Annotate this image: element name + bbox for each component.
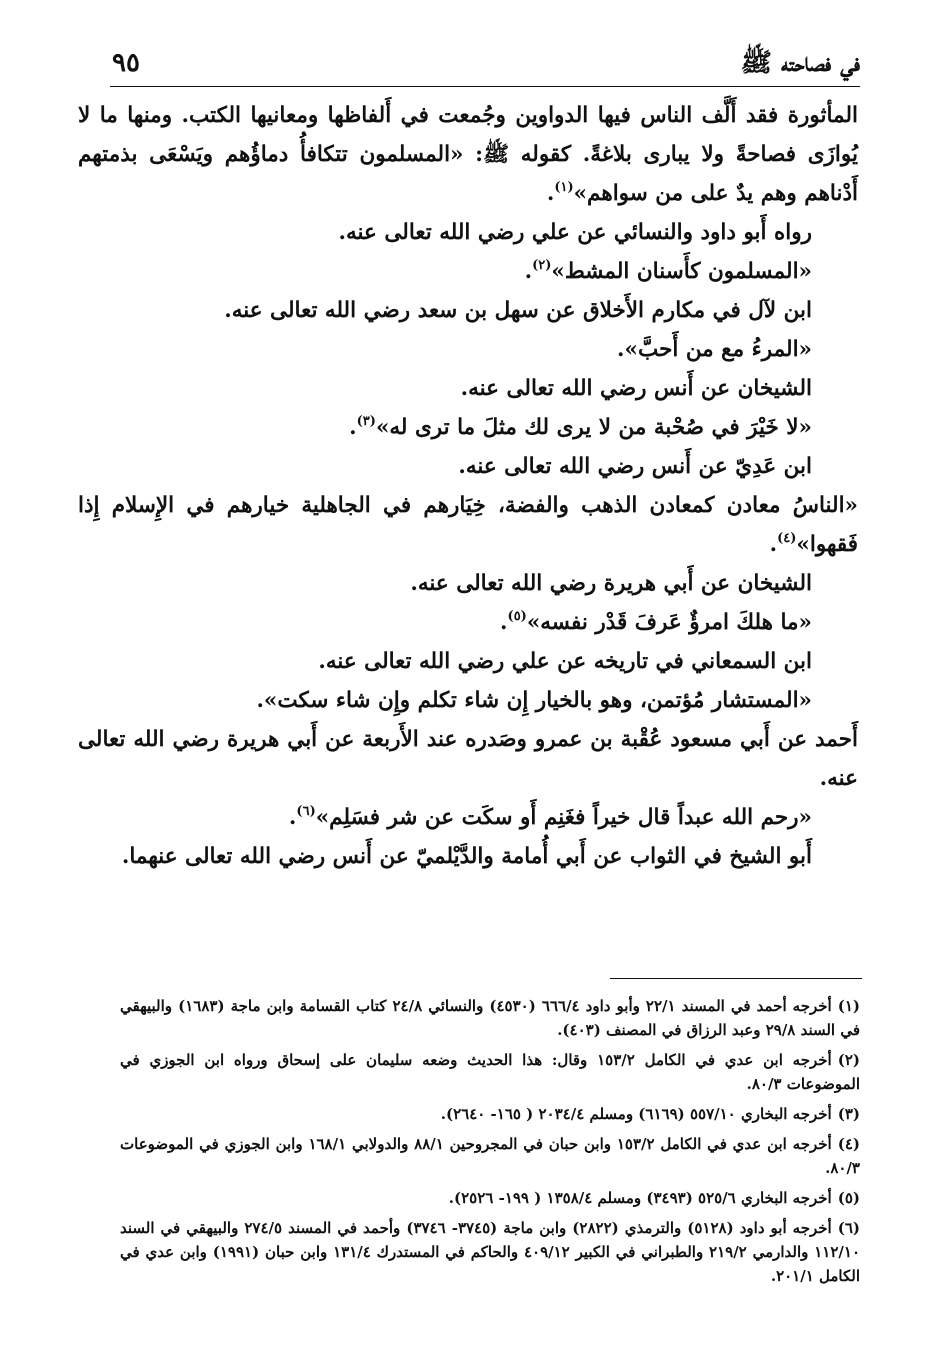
footnote-reference: (٤) — [777, 531, 797, 546]
footnote — [120, 1186, 860, 1210]
body-paragraph — [78, 603, 858, 642]
footnote-divider — [610, 978, 862, 979]
footnote-reference: (١) — [554, 180, 574, 195]
paragraph-end-punctuation: . — [288, 805, 297, 830]
footnote-number: (١) — [837, 997, 860, 1015]
footnote-reference: (٣) — [356, 414, 376, 429]
paragraph-text: ابن السمعاني في تاريخه عن علي رضي الله تعالى عنه. — [318, 649, 812, 674]
paragraph-text: «المستشار مُؤتمن، وهو بالخيار إِن شاء تكلم وإِن شاء سكت». — [256, 688, 812, 713]
footnote-number: (٣) — [837, 1105, 860, 1123]
footnote-text: أخرجه أبو داود (٥١٢٨) والترمذي (٢٨٢٢) وابن ماجة (٣٧٤٥- ٣٧٤٦) وأحمد في المسند ٢٧٤/٥ والبيهقي في السند ١١٢/١٠ والدارمي ٢١٩/٢ والطبراني في الكبير ٤٠٩/١٢ والحاكم في المستدرك ١٣١/٤ وابن حبان (١٩٩١) وابن عدي في الكامل ٢٠١/١. — [120, 1219, 860, 1285]
paragraph-text: «المسلمون كأَسنان المشط» — [551, 259, 812, 284]
body-text — [78, 96, 858, 876]
footnote — [120, 1216, 860, 1288]
paragraph-end-punctuation: . — [500, 610, 508, 635]
paragraph-text: «رحم الله عبداً قال خيراً فغَنِم أَو سكَت عن شر فسَلِم» — [315, 805, 812, 830]
body-paragraph — [78, 447, 858, 486]
paragraph-text: أَبو الشيخ في الثواب عن أَبي أُمامة والدَّيْلميّ عن أَنس رضي الله تعالى عنهما. — [121, 844, 812, 869]
paragraph-text: «المرءُ مع من أَحبَّ». — [617, 337, 812, 362]
body-paragraph — [78, 720, 858, 798]
paragraph-text: ابن لآل في مكارم الأَخلاق عن سهل بن سعد رضي الله تعالى عنه. — [224, 298, 812, 323]
body-paragraph — [78, 681, 858, 720]
page-header — [110, 44, 860, 87]
footnote-reference: (٦) — [296, 804, 316, 819]
body-paragraph — [78, 330, 858, 369]
footnote-text: أخرجه أحمد في المسند ٢٢/١ وأبو داود ٦٦٦/٤ (٤٥٣٠) والنسائي ٢٤/٨ كتاب القسامة وابن ماجة (١٦٨٣) والبيهقي في السند ٢٩/٨ وعبد الرزاق في المصنف (٤٠٣). — [120, 997, 860, 1039]
body-paragraph — [78, 369, 858, 408]
body-paragraph — [78, 291, 858, 330]
footnote — [120, 1102, 860, 1126]
footnote — [120, 1048, 860, 1096]
body-paragraph — [78, 564, 858, 603]
body-paragraph — [78, 408, 858, 447]
footnote — [120, 1132, 860, 1180]
paragraph-text: ابن عَدِيّ عن أَنس رضي الله تعالى عنه. — [458, 454, 812, 479]
paragraph-end-punctuation: . — [546, 181, 555, 206]
paragraph-text: المأثورة فقد أَلَّف الناس فيها الدواوين وجُمعت في أَلفاظها ومعانيها الكتب. ومنها ما لا يُوازَى فصاحةً ولا يبارى بلاغةً. كقوله ﷺ: «المسلمون تتكافأُ دماؤُهم ويَسْعَى بذمتهم أَدْناهم وهم يدٌ على من سواهم» — [78, 103, 858, 206]
footnotes — [120, 994, 860, 1294]
paragraph-text: الشيخان عن أَبي هريرة رضي الله تعالى عنه. — [410, 571, 812, 596]
body-paragraph — [78, 486, 858, 564]
paragraph-text: رواه أَبو داود والنسائي عن علي رضي الله تعالى عنه. — [338, 220, 812, 245]
footnote-text: أخرجه ابن عدي في الكامل ١٥٣/٢ وابن حبان في المجروحين ٨٨/١ والدولابي ١٦٨/١ وابن الجوزي في الموضوعات ٨٠/٣. — [120, 1135, 860, 1177]
running-head: في فصاحته ﷺ — [740, 48, 860, 78]
footnote-number: (٦) — [837, 1219, 860, 1237]
footnote-number: (٥) — [837, 1189, 860, 1207]
footnote-text: أخرجه البخاري ٥٥٧/١٠ (٦١٦٩) ومسلم ٢٠٣٤/٤ ( ١٦٥- ٢٦٤٠). — [440, 1105, 832, 1123]
paragraph-text: أَحمد عن أَبي مسعود عُقْبة بن عمرو وصَدره عند الأَربعة عن أَبي هريرة رضي الله تعالى عنه. — [78, 727, 858, 791]
footnote-reference: (٢) — [532, 258, 552, 273]
paragraph-end-punctuation: . — [349, 415, 357, 440]
paragraph-text: «الناسُ معادن كمعادن الذهب والفضة، خِيَارهم في الجاهلية خيارهم في الإِسلام إِذا فَقهوا» — [78, 493, 858, 557]
paragraph-text: «ما هلكَ امرؤٌ عَرفَ قَدْر نفسه» — [526, 610, 812, 635]
paragraph-end-punctuation: . — [769, 532, 778, 557]
footnote — [120, 994, 860, 1042]
paragraph-text: «لا خَيْرَ في صُحْبة من لا يرى لك مثلَ ما ترى له» — [375, 415, 812, 440]
body-paragraph — [78, 252, 858, 291]
paragraph-end-punctuation: . — [524, 259, 533, 284]
body-paragraph — [78, 798, 858, 837]
footnote-number: (٢) — [837, 1051, 860, 1069]
page-number: ٩٥ — [112, 48, 140, 78]
footnote-text: أخرجه ابن عدي في الكامل ١٥٣/٢ وقال: هذا الحديث وضعه سليمان على إسحاق ورواه ابن الجوزي في الموضوعات ٨٠/٣. — [120, 1051, 860, 1093]
paragraph-text: الشيخان عن أَنس رضي الله تعالى عنه. — [460, 376, 812, 401]
footnote-number: (٤) — [837, 1135, 860, 1153]
footnote-reference: (٥) — [507, 609, 527, 624]
body-paragraph — [78, 213, 858, 252]
body-paragraph — [78, 96, 858, 213]
body-paragraph — [78, 837, 858, 876]
footnote-text: أخرجه البخاري ٥٢٥/٦ (٣٤٩٣) ومسلم ١٣٥٨/٤ ( ١٩٩- ٢٥٢٦). — [448, 1189, 832, 1207]
body-paragraph — [78, 642, 858, 681]
